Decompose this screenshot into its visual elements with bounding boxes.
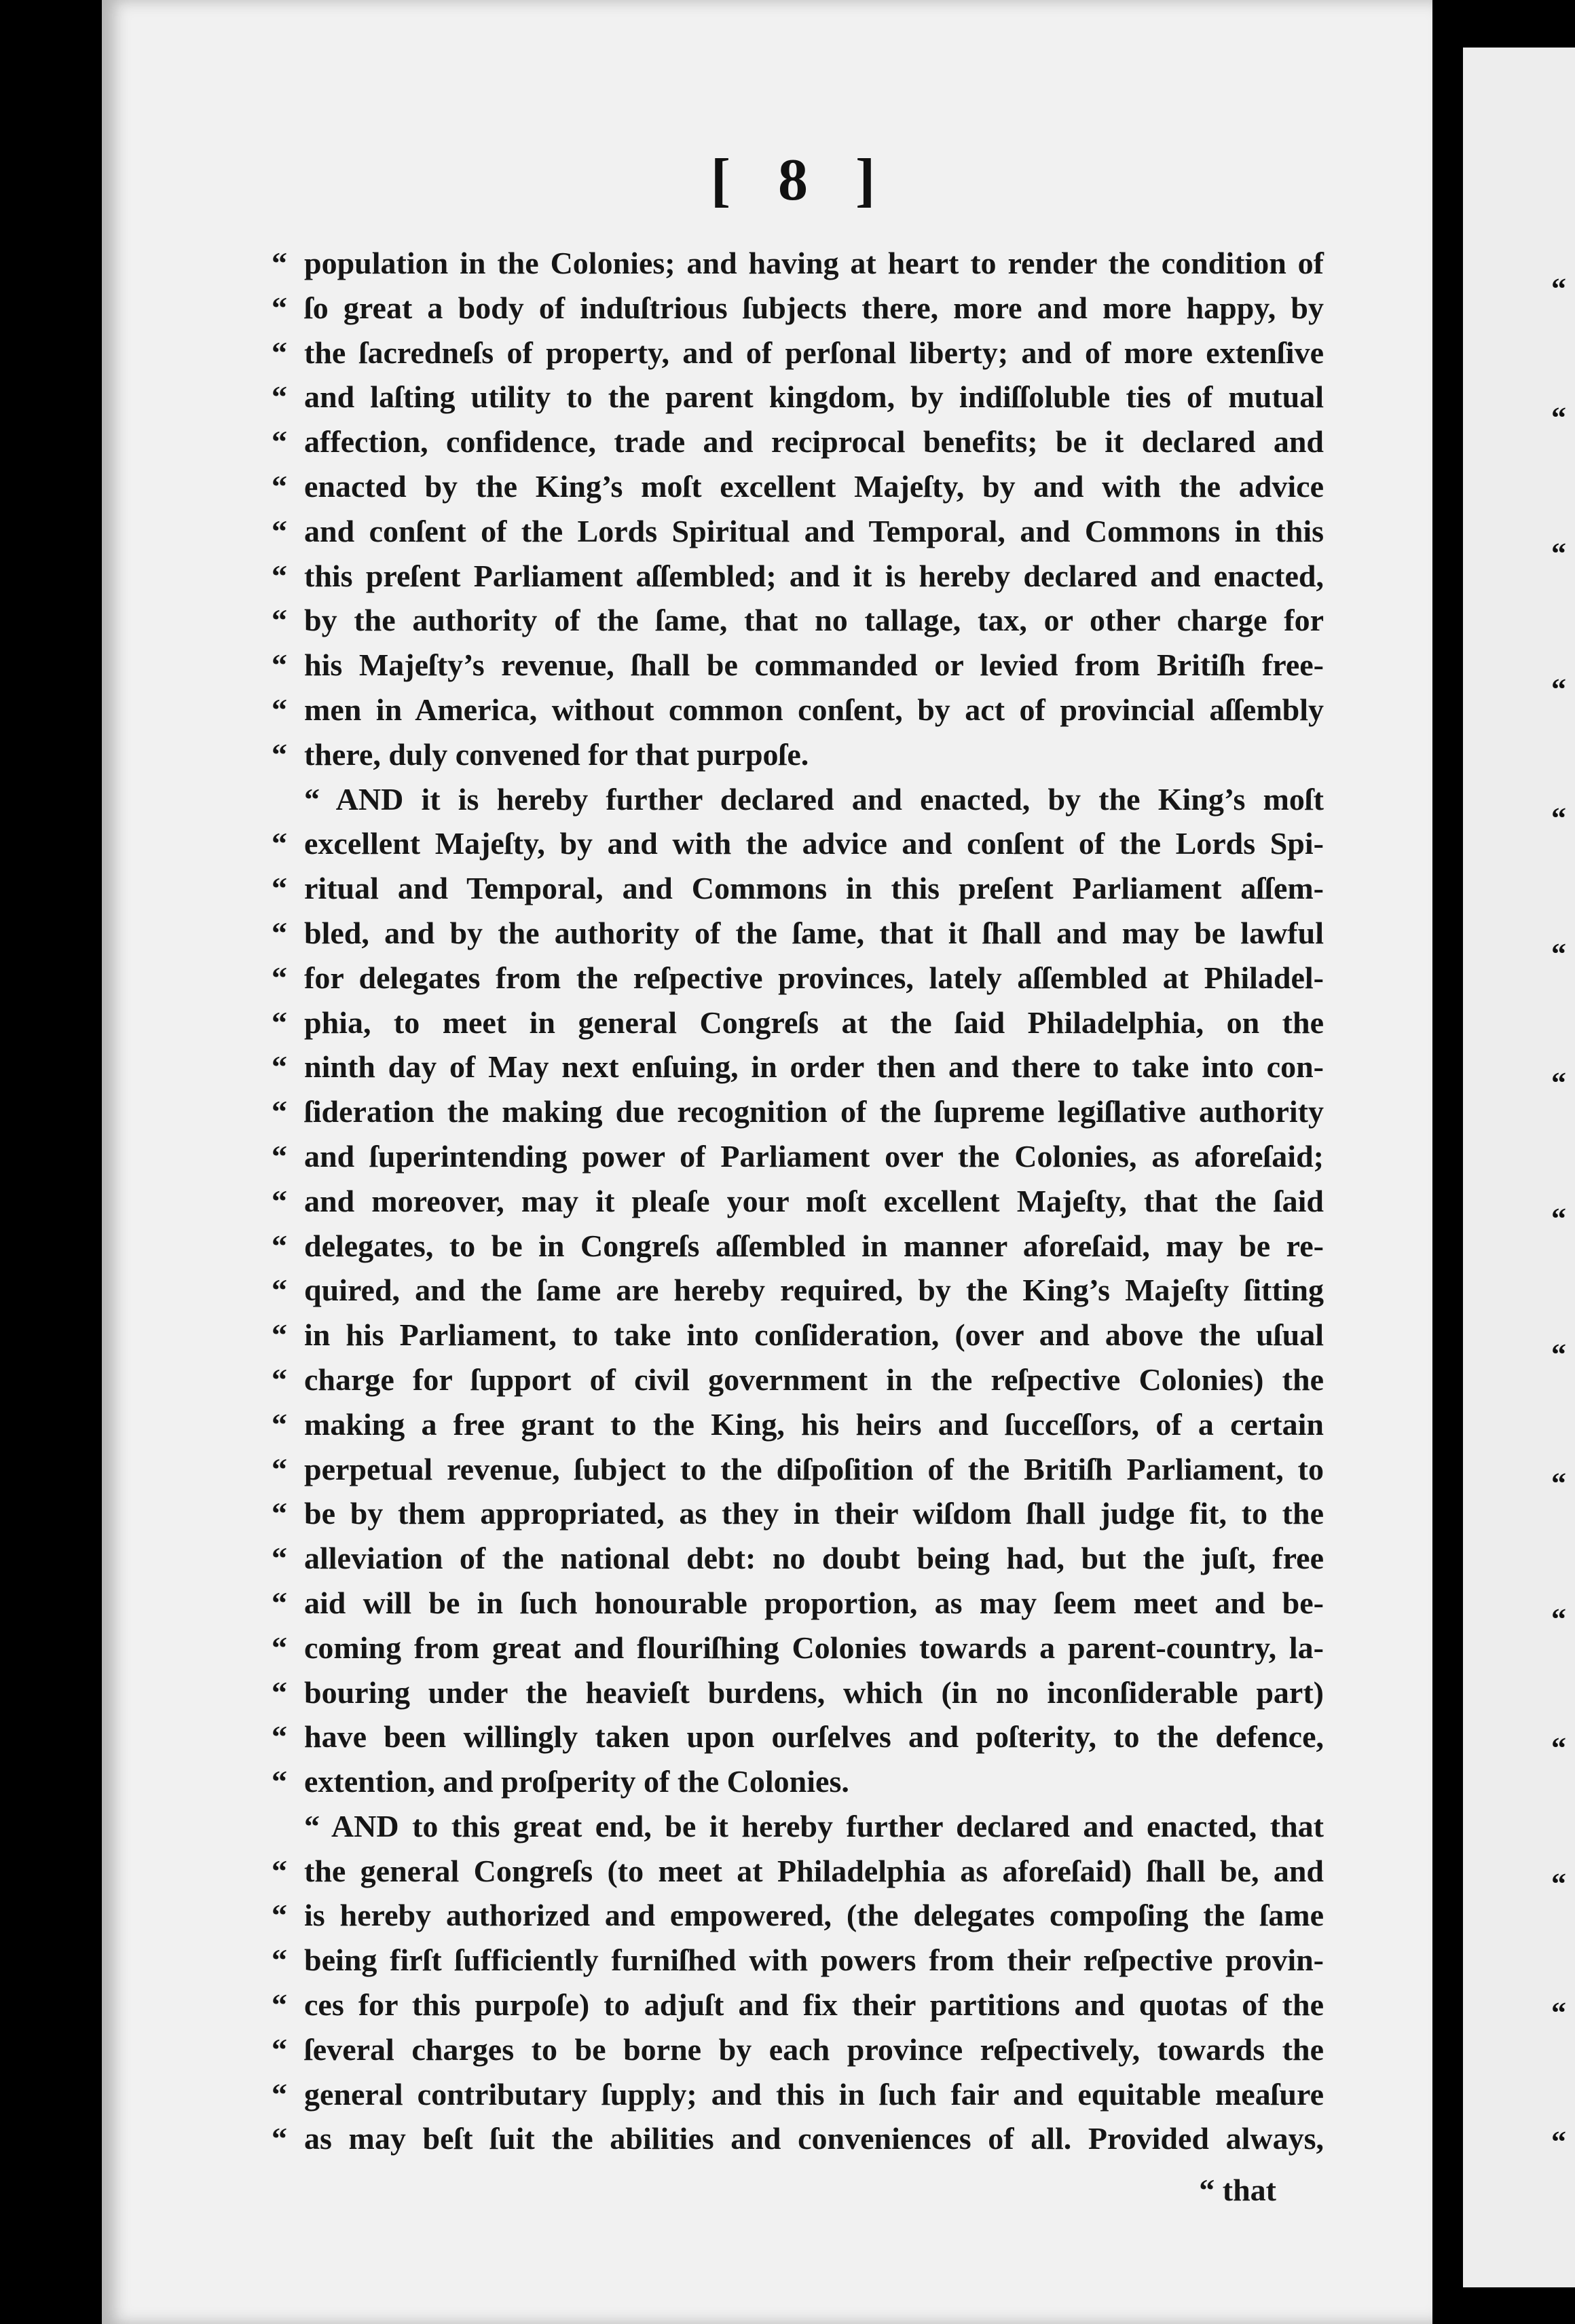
quote-mark: “ xyxy=(272,1362,287,1397)
text-line xyxy=(272,1000,1324,1045)
line-text: being firſt ſufficiently furniſhed with powers from their reſpective provin- xyxy=(304,1943,1324,1978)
quote-mark: “ xyxy=(272,1943,287,1978)
quote-mark: “ xyxy=(272,424,287,460)
quote-mark: “ xyxy=(272,960,287,995)
text-line xyxy=(272,1313,1324,1357)
quote-mark: “ xyxy=(272,290,287,325)
paragraph-first-line xyxy=(272,1804,1324,1849)
quote-mark: “ xyxy=(272,513,287,548)
text-line xyxy=(272,1089,1324,1134)
line-text: and laſting utility to the parent kingdom, by indiſſoluble ties of mutual xyxy=(304,379,1324,415)
quote-mark: “ xyxy=(272,1273,287,1308)
line-text: population in the Colonies; and having at heart to render the condition of xyxy=(304,246,1324,280)
facing-page-quote-mark: “ xyxy=(1551,1338,1566,1371)
quote-mark: “ xyxy=(272,915,287,950)
line-text: extention, and proſperity of the Colonies. xyxy=(304,1764,849,1799)
quote-mark: “ xyxy=(272,1406,287,1442)
text-line xyxy=(272,956,1324,1000)
quote-mark: “ xyxy=(272,1496,287,1531)
quote-mark: “ xyxy=(272,468,287,504)
text-line xyxy=(272,1447,1324,1492)
facing-page-quote-mark: “ xyxy=(1551,1731,1566,1765)
line-text: and ſuperintending power of Parliament over the Colonies, as aforeſaid; xyxy=(304,1138,1324,1174)
text-line xyxy=(272,1626,1324,1670)
line-text: phia, to meet in general Congreſs at the ſaid Philadelphia, on the xyxy=(304,1005,1324,1040)
page-number-header: [ 8 ] xyxy=(710,147,892,213)
facing-page-quote-mark: “ xyxy=(1551,2125,1566,2158)
text-line xyxy=(272,1224,1324,1269)
facing-page-quote-mark: “ xyxy=(1551,272,1566,305)
quote-mark: “ xyxy=(272,379,287,415)
line-text: in his Parliament, to take into conſideration, (over and above the uſual xyxy=(304,1317,1324,1353)
text-line xyxy=(272,688,1324,732)
facing-page-quote-mark: “ xyxy=(1551,802,1566,835)
line-text: affection, confidence, trade and reciprocal benefits; be it declared and xyxy=(304,424,1324,460)
line-text: ces for this purpoſe) to adjuſt and fix their partitions and quotas of the xyxy=(304,1987,1324,2023)
line-text: bouring under the heavieſt burdens, which (in no inconſiderable part) xyxy=(304,1674,1324,1710)
line-text: this preſent Parliament aſſembled; and it is hereby declared and enacted, xyxy=(304,558,1324,593)
text-line xyxy=(272,1714,1324,1759)
text-line xyxy=(272,598,1324,643)
quote-mark: “ xyxy=(272,1138,287,1174)
line-text: alleviation of the national debt: no doubt being had, but the juſt, free xyxy=(304,1541,1324,1576)
quote-mark: “ xyxy=(272,1853,287,1888)
text-line xyxy=(272,1402,1324,1447)
quote-mark: “ xyxy=(272,603,287,638)
facing-page-quote-mark: “ xyxy=(1551,1603,1566,1636)
facing-page-quote-mark: “ xyxy=(1551,537,1566,570)
text-line xyxy=(272,866,1324,911)
line-text: there, duly convened for that purpoſe. xyxy=(304,736,809,772)
text-line xyxy=(272,1759,1324,1804)
line-text: ſo great a body of induſtrious ſubjects there, more and more happy, by xyxy=(304,290,1324,325)
catchword: “ that xyxy=(1199,2173,1276,2207)
quote-mark: “ xyxy=(272,826,287,861)
text-line xyxy=(272,1536,1324,1581)
quote-mark: “ xyxy=(272,1898,287,1933)
quote-mark: “ xyxy=(272,692,287,727)
text-line xyxy=(272,1045,1324,1089)
line-text: ſeveral charges to be borne by each province reſpectively, towards the xyxy=(304,2031,1324,2067)
line-text: excellent Majeſty, by and with the advice and conſent of the Lords Spi- xyxy=(304,826,1324,861)
quote-mark: “ xyxy=(272,1585,287,1620)
quote-mark: “ xyxy=(272,1541,287,1576)
line-text: is hereby authorized and empowered, (the delegates compoſing the ſame xyxy=(304,1898,1324,1933)
line-text: aid will be in ſuch honourable proportion, as may ſeem meet and be- xyxy=(304,1585,1324,1620)
line-text: coming from great and flouriſhing Colonies towards a parent-country, la- xyxy=(304,1630,1324,1665)
text-line xyxy=(272,2027,1324,2072)
text-line xyxy=(272,375,1324,419)
quote-mark: “ xyxy=(272,1987,287,2023)
text-line xyxy=(272,1491,1324,1536)
text-line xyxy=(272,241,1324,286)
line-text: by the authority of the ſame, that no tallage, tax, or other charge for xyxy=(304,603,1324,638)
line-text: bled, and by the authority of the ſame, that it ſhall and may be lawful xyxy=(304,915,1324,950)
text-line xyxy=(272,554,1324,599)
text-line xyxy=(272,1134,1324,1179)
text-line xyxy=(272,643,1324,688)
facing-page-quote-mark: “ xyxy=(1551,673,1566,706)
text-line xyxy=(272,1983,1324,2027)
quote-mark: “ xyxy=(272,246,287,280)
line-text: delegates, to be in Congreſs aſſembled in manner aforeſaid, may be re- xyxy=(304,1228,1324,1263)
facing-page-quote-mark: “ xyxy=(1551,1066,1566,1100)
body-text xyxy=(272,241,1324,2161)
line-text: have been willingly taken upon ourſelves and poſterity, to the defence, xyxy=(304,1719,1324,1755)
quote-mark: “ xyxy=(272,335,287,370)
text-line xyxy=(272,1893,1324,1938)
quote-mark: “ xyxy=(272,736,287,772)
line-text: ritual and Temporal, and Commons in this preſent Parliament aſſem- xyxy=(304,871,1324,906)
facing-page-edge xyxy=(1463,48,1575,2287)
line-text: the general Congreſs (to meet at Philadelphia as aforeſaid) ſhall be, and xyxy=(304,1853,1324,1888)
quote-mark: “ xyxy=(272,1630,287,1665)
line-text: men in America, without common conſent, by act of provincial aſſembly xyxy=(304,692,1324,727)
line-text: perpetual revenue, ſubject to the diſpoſition of the Britiſh Parliament, to xyxy=(304,1451,1324,1486)
facing-page-quote-mark: “ xyxy=(1551,401,1566,434)
text-line xyxy=(272,464,1324,509)
quote-mark: “ xyxy=(272,1183,287,1218)
quote-mark: “ xyxy=(272,1005,287,1040)
quote-mark: “ xyxy=(272,648,287,683)
text-line xyxy=(272,286,1324,331)
quote-mark: “ xyxy=(272,1719,287,1755)
quote-mark: “ xyxy=(272,871,287,906)
facing-page-quote-mark: “ xyxy=(1551,1467,1566,1500)
text-line xyxy=(272,509,1324,554)
line-text: be by them appropriated, as they in their wiſdom ſhall judge fit, to the xyxy=(304,1496,1324,1531)
text-line xyxy=(272,1581,1324,1626)
text-line xyxy=(272,331,1324,375)
line-text: general contributary ſupply; and this in ſuch fair and equitable meaſure xyxy=(304,2076,1324,2112)
line-text: quired, and the ſame are hereby required, by the King’s Majeſty ſitting xyxy=(304,1273,1324,1308)
quote-mark: “ xyxy=(272,1094,287,1129)
text-line xyxy=(272,2116,1324,2161)
facing-page-quote-mark: “ xyxy=(1551,937,1566,971)
line-text: charge for ſupport of civil government in the reſpective Colonies) the xyxy=(304,1362,1324,1397)
text-line xyxy=(272,1849,1324,1894)
quote-mark: “ xyxy=(272,1674,287,1710)
text-line xyxy=(272,1938,1324,1983)
facing-page-quote-mark: “ xyxy=(1551,1202,1566,1235)
line-text: the ſacredneſs of property, and of perſonal liberty; and of more extenſive xyxy=(304,335,1324,370)
quote-mark: “ xyxy=(272,2031,287,2067)
line-text: for delegates from the reſpective provinces, lately aſſembled at Philadel- xyxy=(304,960,1324,995)
quote-mark: “ xyxy=(272,2121,287,2156)
text-line xyxy=(272,821,1324,866)
line-text: and conſent of the Lords Spiritual and Temporal, and Commons in this xyxy=(304,513,1324,548)
line-text: “ AND it is hereby further declared and enacted, by the King’s moſt xyxy=(304,781,1324,817)
quote-mark: “ xyxy=(272,1764,287,1799)
quote-mark: “ xyxy=(272,1317,287,1353)
paragraph-first-line xyxy=(272,777,1324,822)
text-line xyxy=(272,732,1324,777)
line-text: ſideration the making due recognition of the ſupreme legiſlative authority xyxy=(304,1094,1324,1129)
text-line xyxy=(272,911,1324,956)
facing-page-quote-mark: “ xyxy=(1551,1867,1566,1900)
facing-page-quote-mark: “ xyxy=(1551,1996,1566,2029)
line-text: as may beſt ſuit the abilities and conveniences of all. Provided always, xyxy=(304,2121,1324,2156)
line-text: ninth day of May next enſuing, in order then and there to take into con- xyxy=(304,1049,1324,1085)
quote-mark: “ xyxy=(272,1049,287,1085)
text-line xyxy=(272,419,1324,464)
text-line xyxy=(272,1179,1324,1224)
quote-mark: “ xyxy=(272,2076,287,2112)
line-text: his Majeſty’s revenue, ſhall be commanded or levied from Britiſh free- xyxy=(304,648,1324,683)
page-gutter xyxy=(1432,0,1463,2324)
line-text: “ AND to this great end, be it hereby further declared and enacted, that xyxy=(304,1808,1324,1843)
line-text: enacted by the King’s moſt excellent Majeſty, by and with the advice xyxy=(304,468,1324,504)
quote-mark: “ xyxy=(272,1228,287,1263)
quote-mark: “ xyxy=(272,558,287,593)
line-text: and moreover, may it pleaſe your moſt excellent Majeſty, that the ſaid xyxy=(304,1183,1324,1218)
text-line xyxy=(272,1670,1324,1715)
text-line xyxy=(272,1357,1324,1402)
quote-mark: “ xyxy=(272,1451,287,1486)
text-line xyxy=(272,1268,1324,1313)
text-line xyxy=(272,2072,1324,2117)
line-text: making a free grant to the King, his heirs and ſucceſſors, of a certain xyxy=(304,1406,1324,1442)
